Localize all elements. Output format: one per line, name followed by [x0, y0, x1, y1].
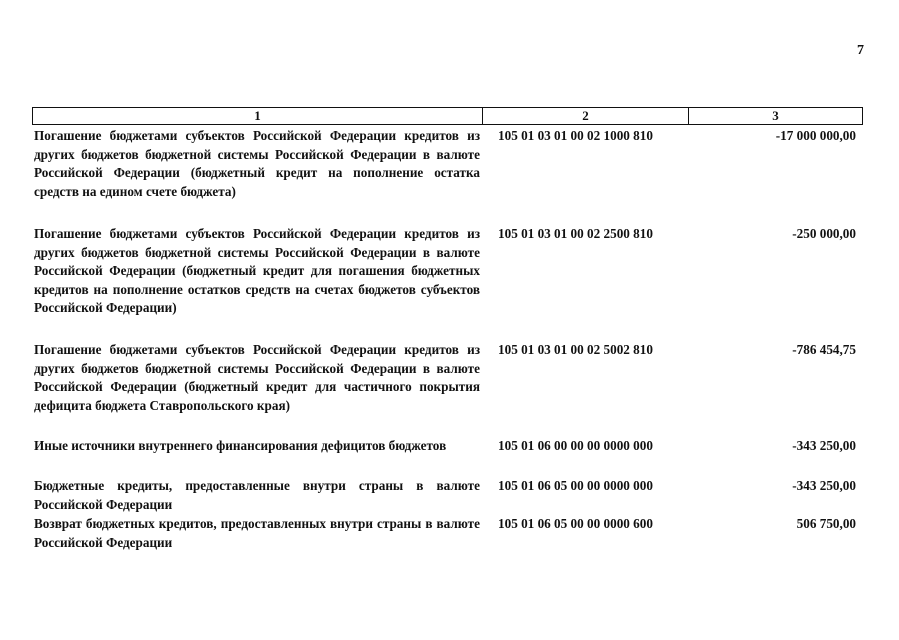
row-amount: -343 250,00: [792, 438, 856, 453]
table-header-row: [32, 107, 863, 125]
table-header-col-2: 2: [483, 108, 689, 124]
row-code: 105 01 06 00 00 00 0000 000: [498, 438, 653, 453]
page-number: 7: [857, 43, 864, 58]
row-amount: -17 000 000,00: [775, 128, 856, 143]
table-header-col-1: 1: [33, 108, 483, 124]
row-description: Погашение бюджетами субъектов Российской Федерации кредитов из других бюджетов бюджетной системы Российской Федерации в валюте Российской Федерации (бюджетный кредит для частичного покрытия дефицита бюджета Ставропольского края): [34, 342, 480, 413]
row-description: Погашение бюджетами субъектов Российской Федерации кредитов из других бюджетов бюджетной системы Российской Федерации в валюте Российской Федерации (бюджетный кредит на пополнение остатка средств на едином счете бюджета): [34, 128, 480, 199]
row-code: 105 01 06 05 00 00 0000 000: [498, 478, 653, 493]
row-description: Погашение бюджетами субъектов Российской Федерации кредитов из других бюджетов бюджетной системы Российской Федерации в валюте Российской Федерации (бюджетный кредит для погашения бюджетных кредитов на пополнение остатков средств на счетах бюджетов субъектов Российской Федерации): [34, 226, 480, 315]
row-code: 105 01 03 01 00 02 1000 810: [498, 128, 653, 143]
row-code: 105 01 06 05 00 00 0000 600: [498, 516, 653, 531]
row-amount: 506 750,00: [796, 516, 856, 531]
row-description: Иные источники внутреннего финансирования дефицитов бюджетов: [34, 438, 447, 453]
row-amount: -250 000,00: [792, 226, 856, 241]
row-code: 105 01 03 01 00 02 2500 810: [498, 226, 653, 241]
row-amount: -343 250,00: [792, 478, 856, 493]
row-amount: -786 454,75: [792, 342, 856, 357]
table-header-col-3: 3: [772, 108, 779, 123]
row-description: Возврат бюджетных кредитов, предоставленных внутри страны в валюте Российской Федерации: [34, 516, 480, 550]
row-code: 105 01 03 01 00 02 5002 810: [498, 342, 653, 357]
row-description: Бюджетные кредиты, предоставленные внутри страны в валюте Российской Федерации: [34, 478, 480, 512]
